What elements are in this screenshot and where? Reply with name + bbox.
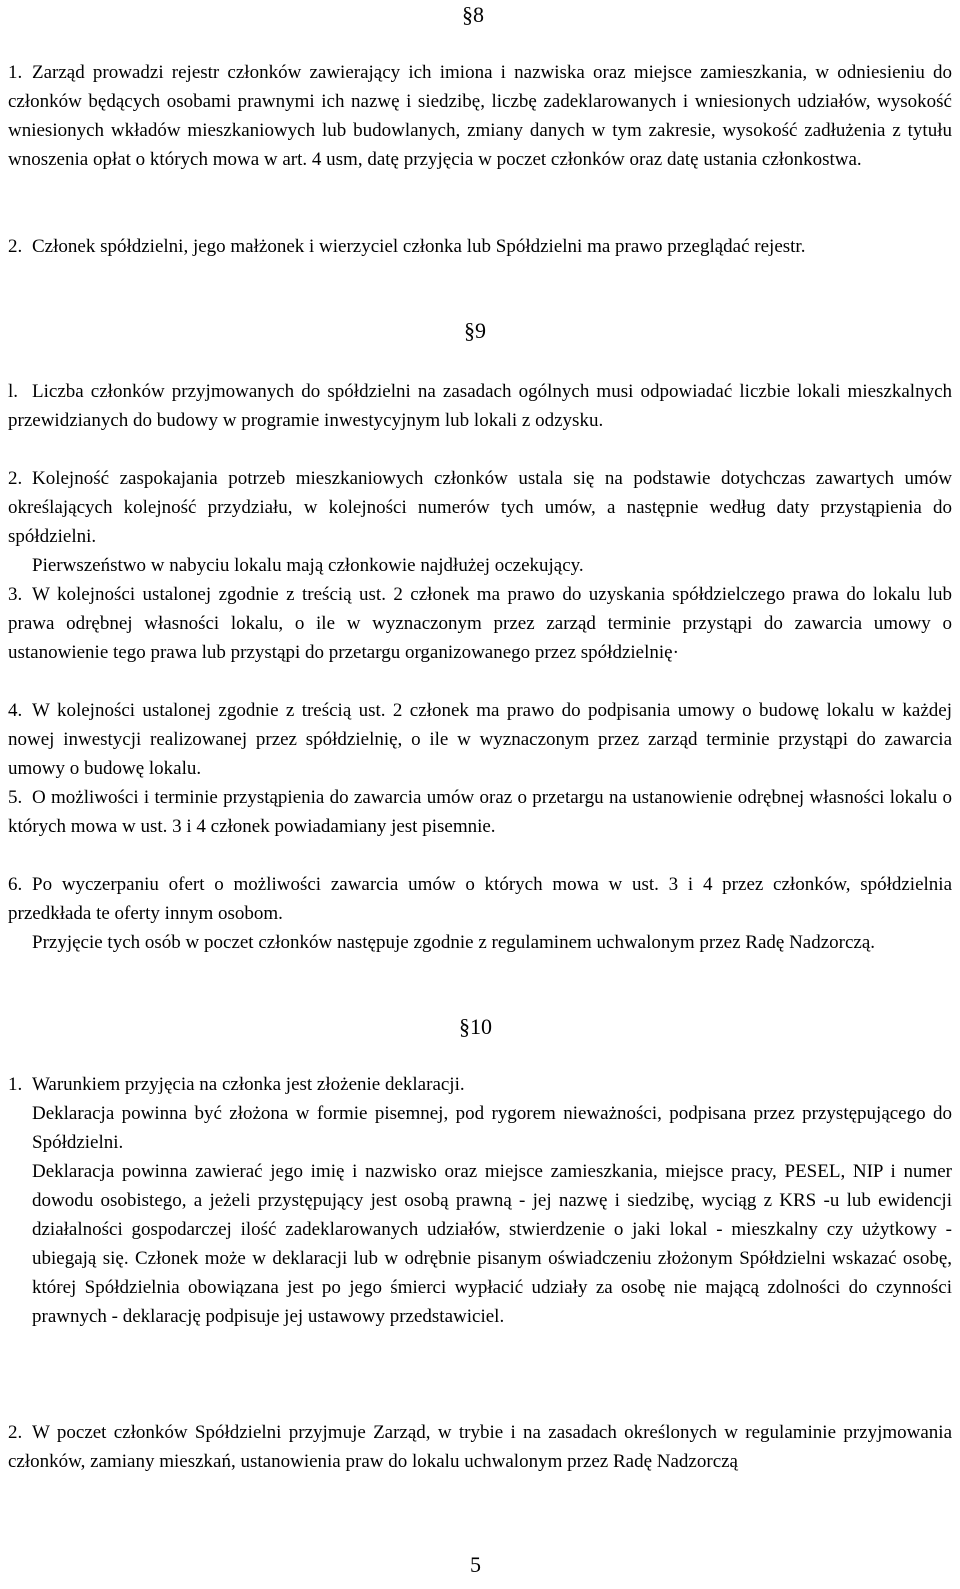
s10-item-2	[8, 1418, 952, 1476]
item-continuation: Deklaracja powinna zawierać jego imię i nazwisko oraz miejsce zamieszkania, miejsce pracy, PESEL, NIP i numer dowodu osobistego, a jeżeli przystępujący jest osobą prawną - jej nazwę i siedzibę, wyciąg z KRS -u lub ewidencji działalności gospodarczej ilość zadeklarowanych udziałów, stwierdzenie o jaki lokal - mieszkalny czy użytkowy -ubiegają się. Członek może w deklaracji lub w odrębnie pisanym oświadczeniu złożonym Spółdzielni wskazać osobę, której Spółdzielnia obowiązana jest po jego śmierci wypłacić udziały za osobę nie mającą zdolności do czynności prawnych - deklarację podpisuje jej ustawowy przedstawiciel.	[32, 1161, 952, 1327]
item-continuation: Przyjęcie tych osób w poczet członków następuje zgodnie z regulaminem uchwalonym przez Radę Nadzorczą.	[32, 932, 876, 953]
s9-item-4	[8, 696, 952, 783]
s9-item-5	[8, 783, 952, 841]
item-text: Zarząd prowadzi rejestr członków zawierający ich imiona i nazwiska oraz miejsce zamieszkania, w odniesieniu do członków będących osobami prawnymi ich nazwę i siedzibę, liczbę zadeklarowanych i wniesionych udziałów, wysokość wniesionych wkładów mieszkaniowych lub budowlanych, zmiany danych w tym zakresie, wysokość zadłużenia z tytułu wnoszenia opłat o których mowa w art. 4 usm, datę przyjęcia w poczet członków oraz datę ustania członkostwa.	[8, 62, 952, 170]
page-number: 5	[470, 1552, 481, 1577]
item-text: O możliwości i terminie przystąpienia do zawarcia umów oraz o przetargu na ustanowienie odrębnej własności lokalu o których mowa w ust. 3 i 4 członek powiadamiany jest pisemnie.	[8, 787, 952, 837]
section-heading-10: §10	[459, 1014, 492, 1039]
item-text: W poczet członków Spółdzielni przyjmuje Zarząd, w trybie i na zasadach określonych w regulaminie przyjmowania członków, zamiany mieszkań, ustanowienia praw do lokalu uchwalonym przez Radę Nadzorczą	[8, 1422, 952, 1472]
item-continuation: Pierwszeństwo w nabyciu lokalu mają członkowie najdłużej oczekujący.	[32, 555, 584, 576]
s9-item-6	[8, 870, 952, 957]
item-text: Warunkiem przyjęcia na członka jest złożenie deklaracji.	[32, 1074, 465, 1095]
s8-item-2	[8, 232, 952, 261]
section-heading-8: §8	[462, 2, 484, 27]
item-number: 3.	[8, 584, 23, 605]
s8-item-1	[8, 58, 952, 174]
item-text: Kolejność zaspokajania potrzeb mieszkaniowych członków ustala się na podstawie dotychczas zawartych umów określających kolejność przydziału, w kolejności numerów tych umów, a następnie według daty przystąpienia do spółdzielni.	[8, 468, 952, 547]
item-number: 1.	[8, 62, 23, 83]
s9-item-2	[8, 464, 952, 580]
item-number: 1.	[8, 1074, 23, 1095]
s10-item-1	[8, 1070, 952, 1331]
item-number: 2.	[8, 236, 23, 257]
s9-item-3	[8, 580, 952, 667]
item-text: Po wyczerpaniu ofert o możliwości zawarcia umów o których mowa w ust. 3 i 4 przez członków, spółdzielnia przedkłada te oferty innym osobom.	[8, 874, 952, 924]
s9-item-1	[8, 377, 952, 435]
item-text: Członek spółdzielni, jego małżonek i wierzyciel członka lub Spółdzielni ma prawo przeglądać rejestr.	[32, 236, 806, 257]
item-number: 6.	[8, 874, 23, 895]
item-number: 5.	[8, 787, 23, 808]
item-text: Liczba członków przyjmowanych do spółdzielni na zasadach ogólnych musi odpowiadać liczbie lokali mieszkalnych przewidzianych do budowy w programie inwestycyjnym lub lokali z odzysku.	[8, 381, 952, 431]
item-number: 4.	[8, 700, 23, 721]
item-text: W kolejności ustalonej zgodnie z treścią ust. 2 członek ma prawo do uzyskania spółdzielczego prawa do lokalu lub prawa odrębnej własności lokalu, o ile w wyznaczonym przez zarząd terminie przystąpi do zawarcia umowy o ustanowienie tego prawa lub przystąpi do przetargu organizowanego przez spółdzielnię·	[8, 584, 952, 663]
item-text: W kolejności ustalonej zgodnie z treścią ust. 2 członek ma prawo do podpisania umowy o budowę lokalu w każdej nowej inwestycji realizowanej przez spółdzielnię, o ile w wyznaczonym przez zarząd terminie przystąpi do zawarcia umowy o budowę lokalu.	[8, 700, 952, 779]
item-number: 2.	[8, 1422, 23, 1443]
section-heading-9: §9	[464, 318, 486, 343]
item-continuation: Deklaracja powinna być złożona w formie pisemnej, pod rygorem nieważności, podpisana przez przystępującego do Spółdzielni.	[32, 1103, 952, 1153]
item-number: l.	[8, 381, 19, 402]
item-number: 2.	[8, 468, 23, 489]
